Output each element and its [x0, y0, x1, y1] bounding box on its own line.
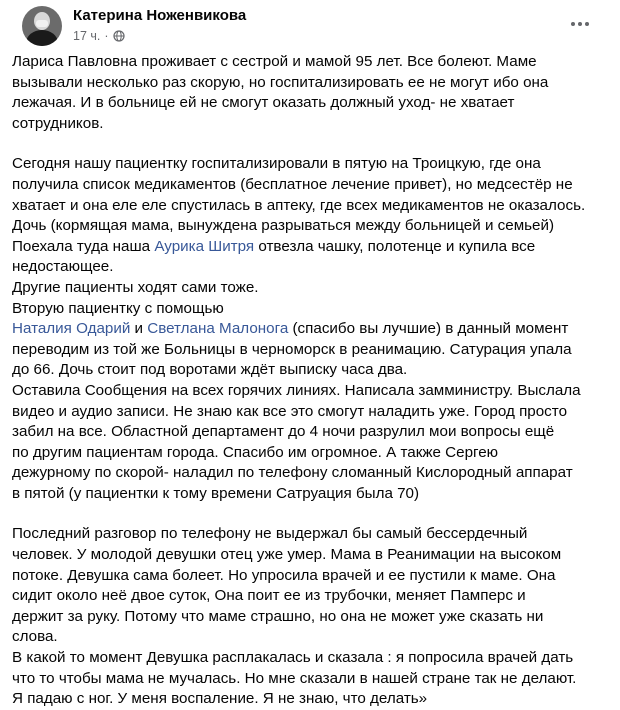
author-name[interactable]: Катерина Ноженвикова: [73, 7, 247, 24]
text-segment: вызывали несколько раз скорую, но госпитализировать ее не могут ибо она: [12, 73, 549, 91]
text-line: [12, 196, 612, 217]
text-line: [12, 524, 612, 545]
text-line: [12, 73, 612, 94]
user-mention-link[interactable]: Аурика Шитря: [154, 237, 255, 255]
more-options-icon[interactable]: [566, 14, 594, 34]
text-segment: забил на все. Областной департамент до 4 ночи разрулил мои вопросы ещё: [12, 423, 555, 441]
text-line: [12, 340, 612, 361]
text-segment: по другим пациентам города. Спасибо им огромное. А также Сергею: [12, 443, 499, 461]
text-line: [12, 52, 612, 73]
avatar-body: [26, 30, 58, 46]
text-line: [12, 443, 612, 464]
text-line: [12, 93, 612, 114]
text-segment: Дочь (кормящая мама, вынуждена разрываться между больницей и семьей): [12, 217, 555, 235]
text-line: [12, 648, 612, 669]
post-paragraph: [12, 154, 612, 504]
text-line: [12, 586, 612, 607]
text-segment: сидит около неё двое суток, Она поит ее из трубочки, меняет Памперс и: [12, 587, 526, 605]
text-line: [12, 381, 612, 402]
text-segment: что то чтобы мама не мучалась. Но мне сказали в нашей стране так не делают.: [12, 669, 577, 687]
text-line: [12, 689, 612, 710]
globe-icon: [113, 30, 125, 42]
text-segment: потоке. Девушка сама болеет. Но упросила врачей и ее пустили к маме. Она: [12, 566, 556, 584]
text-line: [12, 299, 612, 320]
user-mention-link[interactable]: Светлана Малонога: [147, 320, 289, 338]
text-segment: до 66. Дочь стоит под воротами ждёт выписку часа два.: [12, 361, 408, 379]
text-line: [12, 360, 612, 381]
text-segment: сотрудников.: [12, 114, 104, 132]
text-segment: получила список медикаментов (бесплатное лечение привет), но медсестёр не: [12, 175, 573, 193]
post-header: [12, 0, 608, 52]
post-text: [12, 52, 612, 710]
text-line: [12, 278, 612, 299]
text-segment: Поехала туда наша: [12, 237, 155, 255]
text-segment: лежачая. И в больнице ей не смогут оказать должный уход- не хватает: [12, 94, 515, 112]
text-segment: Я падаю с ног. У меня воспаление. Я не знаю, что делать»: [12, 690, 428, 708]
text-line: [12, 175, 612, 196]
text-segment: Вторую пациентку с помощью: [12, 299, 224, 317]
text-line: [12, 154, 612, 175]
text-line: [12, 319, 612, 340]
text-line: [12, 114, 612, 135]
text-segment: человек. У молодой девушки отец уже умер. Мама в Реанимации на высоком: [12, 546, 562, 564]
text-line: [12, 545, 612, 566]
text-segment: Оставила Сообщения на всех горячих линиях. Написала замминистру. Выслала: [12, 381, 581, 399]
text-line: [12, 422, 612, 443]
text-segment: держит за руку. Потому что маме страшно, но она не может уже сказать ни: [12, 607, 544, 625]
text-line: [12, 237, 612, 258]
text-line: [12, 216, 612, 237]
text-line: [12, 607, 612, 628]
post-paragraph: [12, 524, 612, 709]
post-meta: [73, 29, 125, 43]
text-line: [12, 257, 612, 278]
avatar-mask: [36, 20, 48, 27]
text-segment: хватает и она еле еле спустилась в аптеку, где всех медикаментов не оказалось.: [12, 196, 586, 214]
user-mention-link[interactable]: Наталия Одарий: [12, 320, 131, 338]
text-segment: в пятой (у пациентки к тому времени Сатруация была 70): [12, 484, 420, 502]
avatar[interactable]: [22, 6, 62, 46]
text-segment: Последний разговор по телефону не выдержал бы самый бессердечный: [12, 525, 528, 543]
text-line: [12, 566, 612, 587]
text-segment: дежурному по скорой- наладил по телефону сломанный Кислородный аппарат: [12, 464, 573, 482]
text-segment: (спасибо вы лучшие) в данный момент: [288, 320, 569, 338]
text-segment: Другие пациенты ходят сами тоже.: [12, 278, 259, 296]
text-segment: Лариса Павловна проживает с сестрой и мамой 95 лет. Все болеют. Маме: [12, 53, 537, 70]
text-segment: переводим из той же Больницы в черноморск в реанимацию. Сатурация упала: [12, 340, 572, 358]
text-segment: В какой то момент Девушка расплакалась и сказала : я попросила врачей дать: [12, 649, 574, 667]
text-segment: видео и аудио записи. Не знаю как все это смогут наладить уже. Город просто: [12, 402, 568, 420]
text-segment: слова.: [12, 628, 58, 646]
text-line: [12, 627, 612, 648]
text-line: [12, 463, 612, 484]
post-paragraph: [12, 52, 612, 134]
text-segment: недостающее.: [12, 258, 114, 276]
text-line: [12, 669, 612, 690]
text-line: [12, 402, 612, 423]
meta-separator: ·: [104, 29, 109, 43]
text-line: [12, 484, 612, 505]
text-segment: Сегодня нашу пациентку госпитализировали в пятую на Троицкую, где она: [12, 155, 541, 173]
post-time[interactable]: 17 ч.: [73, 29, 101, 43]
text-segment: и: [130, 320, 148, 338]
text-segment: отвезла чашку, полотенце и купила все: [254, 237, 536, 255]
